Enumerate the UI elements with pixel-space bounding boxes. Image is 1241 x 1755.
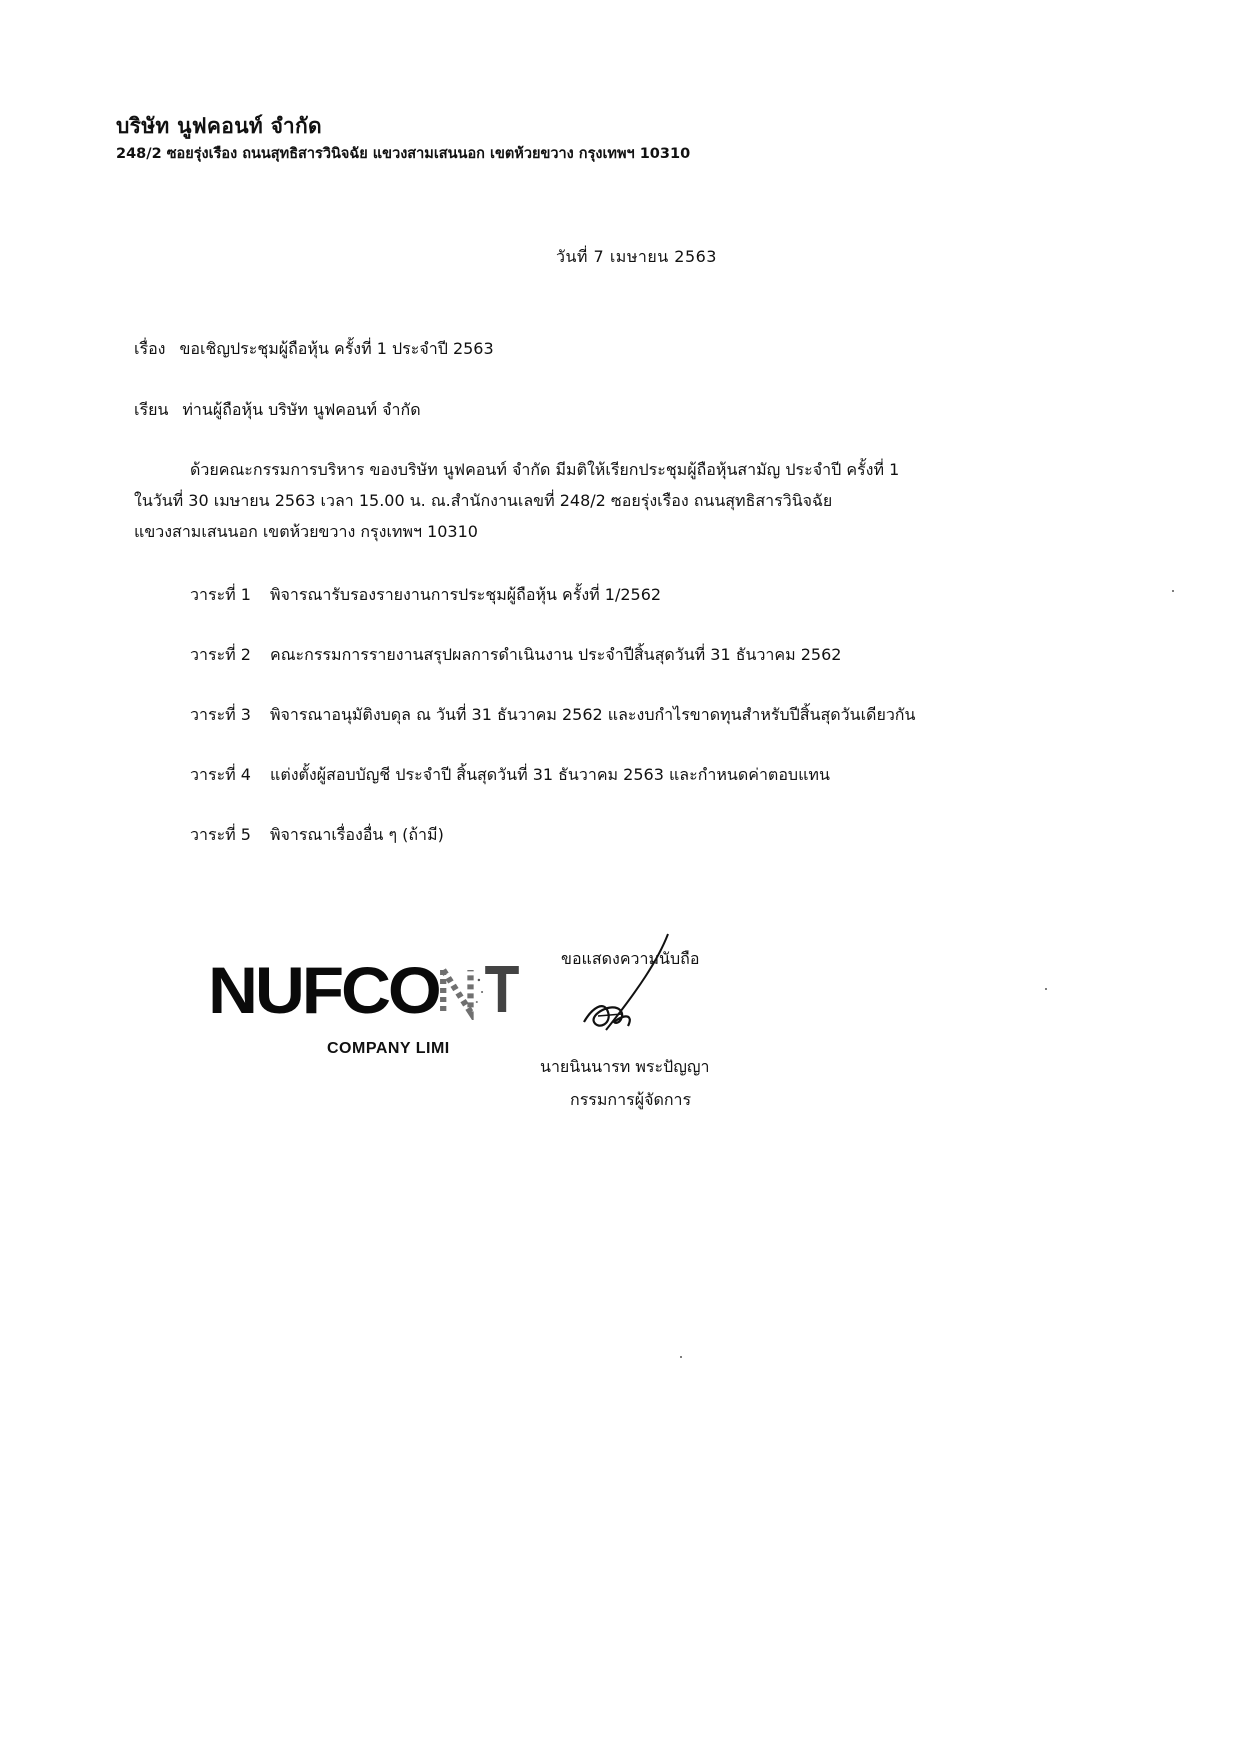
body-line: ในวันที่ 30 เมษายน 2563 เวลา 15.00 น. ณ.สำนักงานเลขที่ 248/2 ซอยรุ่งเรือง ถนนสุทธิสารวินิจฉัย	[134, 491, 833, 510]
agenda-text: คณะกรรมการรายงานสรุปผลการดำเนินงาน ประจำปีสิ้นสุดวันที่ 31 ธันวาคม 2562	[270, 645, 842, 664]
agenda-text: พิจารณาอนุมัติงบดุล ณ วันที่ 31 ธันวาคม 2562 และงบกำไรขาดทุนสำหรับปีสิ้นสุดวันเดียวกัน	[270, 705, 916, 724]
letter-date: วันที่ 7 เมษายน 2563	[556, 247, 717, 266]
agenda-number: วาระที่ 1	[190, 585, 251, 604]
salutation-line	[134, 398, 421, 423]
agenda-number: วาระที่ 5	[190, 825, 251, 844]
subject-label: เรื่อง	[134, 339, 166, 358]
agenda-item-1	[190, 583, 661, 608]
agenda-text: พิจารณารับรองรายงานการประชุมผู้ถือหุ้น ครั้งที่ 1/2562	[270, 585, 662, 604]
scan-speck	[1172, 590, 1174, 592]
signer-name: นายนินนารท พระปัญญา	[540, 1057, 710, 1076]
agenda-number: วาระที่ 3	[190, 705, 251, 724]
subject-line	[134, 337, 494, 362]
scan-speck	[1045, 988, 1047, 990]
agenda-text: แต่งตั้งผู้สอบบัญชี ประจำปี สิ้นสุดวันที่ 31 ธันวาคม 2563 และกำหนดค่าตอบแทน	[270, 765, 830, 784]
agenda-item-4	[190, 763, 830, 788]
logo-subline: COMPANY LIMI	[327, 1040, 450, 1057]
scan-speck	[680, 1356, 682, 1358]
salutation-text: ท่านผู้ถือหุ้น บริษัท นูฟคอนท์ จำกัด	[182, 400, 421, 419]
agenda-item-3	[190, 703, 915, 728]
logo-wordmark: NUFCO	[208, 953, 439, 1027]
closing: ขอแสดงความนับถือ	[561, 949, 700, 968]
logo-faded-letters	[439, 962, 529, 1020]
company-address: 248/2 ซอยรุ่งเรือง ถนนสุทธิสารวินิจฉัย แขวงสามเสนนอก เขตห้วยขวาง กรุงเทพฯ 10310	[116, 146, 691, 162]
agenda-number: วาระที่ 4	[190, 765, 251, 784]
company-name: บริษัท นูฟคอนท์ จำกัด	[116, 114, 322, 138]
company-logo	[208, 952, 529, 1028]
agenda-item-2	[190, 643, 841, 668]
agenda-item-5	[190, 823, 444, 848]
agenda-text: พิจารณาเรื่องอื่น ๆ (ถ้ามี)	[270, 825, 444, 844]
signature-mark	[578, 930, 698, 1040]
subject-text: ขอเชิญประชุมผู้ถือหุ้น ครั้งที่ 1 ประจำปี 2563	[179, 339, 494, 358]
body-line: แขวงสามเสนนอก เขตห้วยขวาง กรุงเทพฯ 10310	[134, 522, 478, 541]
salutation-label: เรียน	[134, 400, 169, 419]
signer-title: กรรมการผู้จัดการ	[570, 1090, 692, 1109]
agenda-number: วาระที่ 2	[190, 645, 251, 664]
body-line: ด้วยคณะกรรมการบริหาร ของบริษัท นูฟคอนท์ จำกัด มีมติให้เรียกประชุมผู้ถือหุ้นสามัญ ประจำปี ครั้งที่ 1	[190, 460, 900, 479]
